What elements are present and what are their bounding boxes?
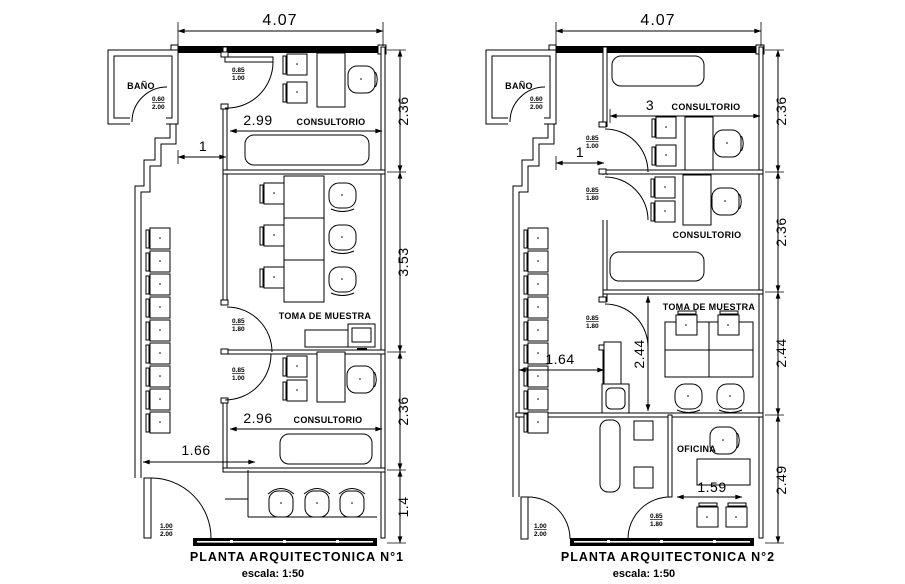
door-tag: 1.00 <box>160 523 173 530</box>
sample-room-furniture <box>665 311 753 413</box>
door-tag: 2.00 <box>534 531 547 538</box>
stool <box>268 489 294 518</box>
dim-consulting-top-width: 3 <box>645 97 655 113</box>
office-wall <box>668 415 672 497</box>
room-label-sample: TOMA DE MUESTRA <box>278 311 372 321</box>
room-label-consulting-top: CONSULTORIO <box>296 117 366 127</box>
side-counter <box>604 342 621 384</box>
side-table <box>634 467 653 488</box>
dim-consulting-bottom-width: 2.96 <box>243 410 273 426</box>
dim-top-width: 4.07 <box>640 12 676 29</box>
office-door-arc <box>628 497 670 539</box>
bench <box>600 420 620 492</box>
sink <box>602 384 629 413</box>
exam-bed <box>245 135 369 165</box>
dim-waiting-width: 1.64 <box>545 351 575 367</box>
door-tag: 1.00 <box>586 143 599 150</box>
wall-consulting-reception <box>223 468 385 472</box>
door-tag: 2.00 <box>160 531 173 538</box>
plan-2-title: PLANTA ARQUITECTONICA N°2 <box>560 550 776 564</box>
office-furniture <box>697 427 750 527</box>
desk <box>317 53 345 107</box>
door-tag: 2.00 <box>152 104 165 111</box>
computer-desk <box>305 330 349 347</box>
door-tag: 0.85 <box>586 187 599 194</box>
dim-consulting-top-width: 2.99 <box>243 112 273 128</box>
dim-hall-width: 1 <box>575 144 585 160</box>
room-label-consulting-mid: CONSULTORIO <box>672 230 742 240</box>
room-label-bathroom: BAÑO <box>505 81 533 91</box>
dim-waiting-width: 1.66 <box>181 442 211 458</box>
dim-right-reception: 1.4 <box>395 496 411 518</box>
sample-counter <box>284 176 324 302</box>
room-label-sample: TOMA DE MUESTRA <box>662 302 756 312</box>
door-tag: 0.85 <box>232 67 245 74</box>
door-tag: 0.85 <box>650 513 663 520</box>
exterior-wall-top <box>176 46 384 53</box>
dim-right-sample: 2.44 <box>773 338 789 368</box>
consulting-mid-door-arc <box>605 177 648 220</box>
consulting-top-furniture <box>612 56 743 170</box>
stool <box>304 489 330 518</box>
exterior-wall-right <box>381 47 385 538</box>
door-tag: 0.85 <box>586 315 599 322</box>
room-label-consulting-bottom: CONSULTORIO <box>293 415 363 425</box>
consulting-mid-furniture <box>610 175 741 281</box>
exam-bed <box>612 56 704 86</box>
exam-bed <box>280 434 372 464</box>
room-label-consulting-top: CONSULTORIO <box>671 102 741 112</box>
exam-bed <box>610 252 704 281</box>
dim-right-top: 2.36 <box>395 96 411 126</box>
waiting-chair-row <box>146 228 170 433</box>
dim-right-sample: 3.53 <box>395 247 411 277</box>
door-tag: 1.80 <box>586 195 599 202</box>
wall-consulting-sample <box>603 290 763 294</box>
door-tag: 1.00 <box>534 523 547 530</box>
door-tag: 0.60 <box>530 96 543 103</box>
wall-sample-consulting <box>223 350 385 354</box>
stool <box>339 489 365 518</box>
guest-chair <box>283 54 307 75</box>
consulting-top-door-arc <box>605 129 648 172</box>
dim-hall-width: 1 <box>198 138 208 154</box>
dim-right-top: 2.36 <box>773 96 789 126</box>
desk <box>683 175 711 225</box>
desk <box>685 117 713 170</box>
dim-right-consulting-bottom: 2.36 <box>395 396 411 426</box>
side-table <box>634 421 653 440</box>
door-tag: 1.00 <box>232 375 245 382</box>
plan-1-title: PLANTA ARQUITECTONICA N°1 <box>189 550 405 564</box>
office-chair <box>348 66 377 93</box>
door-tag: 1.80 <box>650 521 663 528</box>
door-tag: 0.85 <box>232 367 245 374</box>
consulting-top-door-leaf <box>225 57 273 62</box>
wall-consulting-sample <box>223 170 385 174</box>
room-label-office: OFICINA <box>677 444 717 454</box>
guest-chair <box>283 82 307 103</box>
consulting-top-furniture <box>245 53 377 165</box>
office-chair <box>347 366 376 393</box>
dim-right-mid: 2.36 <box>773 217 789 247</box>
dim-sample-inner-height: 2.44 <box>631 339 647 369</box>
plan-2 <box>486 12 789 580</box>
dim-top-width: 4.07 <box>262 12 298 29</box>
entrance-door-leaf <box>521 497 528 539</box>
wall-sample-office <box>516 413 763 417</box>
door-tag: 1.80 <box>232 326 245 333</box>
door-tag: 2.00 <box>530 104 543 111</box>
sample-room-furniture <box>260 176 375 350</box>
plan-1 <box>108 12 411 580</box>
computer-monitor <box>348 324 375 350</box>
reception-furniture <box>225 470 377 517</box>
hall-wall <box>223 47 227 470</box>
wall-consulting-consulting <box>603 170 763 174</box>
plan-2-scale: escala: 1:50 <box>612 568 676 580</box>
door-tag: 0.85 <box>586 135 599 142</box>
waiting-chair-row <box>524 228 548 433</box>
office-chair <box>712 188 741 215</box>
plan-1-scale: escala: 1:50 <box>241 568 305 580</box>
consulting-bottom-furniture <box>280 352 376 464</box>
door-tag: 1.80 <box>586 323 599 330</box>
door-tag: 0.60 <box>152 96 165 103</box>
office-chair <box>714 130 743 157</box>
dim-office-desk-width: 1.59 <box>697 479 727 495</box>
exterior-wall-top <box>554 46 762 53</box>
room-label-bathroom: BAÑO <box>127 81 155 91</box>
dim-right-office: 2.49 <box>773 465 789 495</box>
desk <box>317 352 345 402</box>
entrance-door-leaf <box>144 478 151 538</box>
door-tag: 0.85 <box>232 318 245 325</box>
door-tag: 1.00 <box>232 75 245 82</box>
